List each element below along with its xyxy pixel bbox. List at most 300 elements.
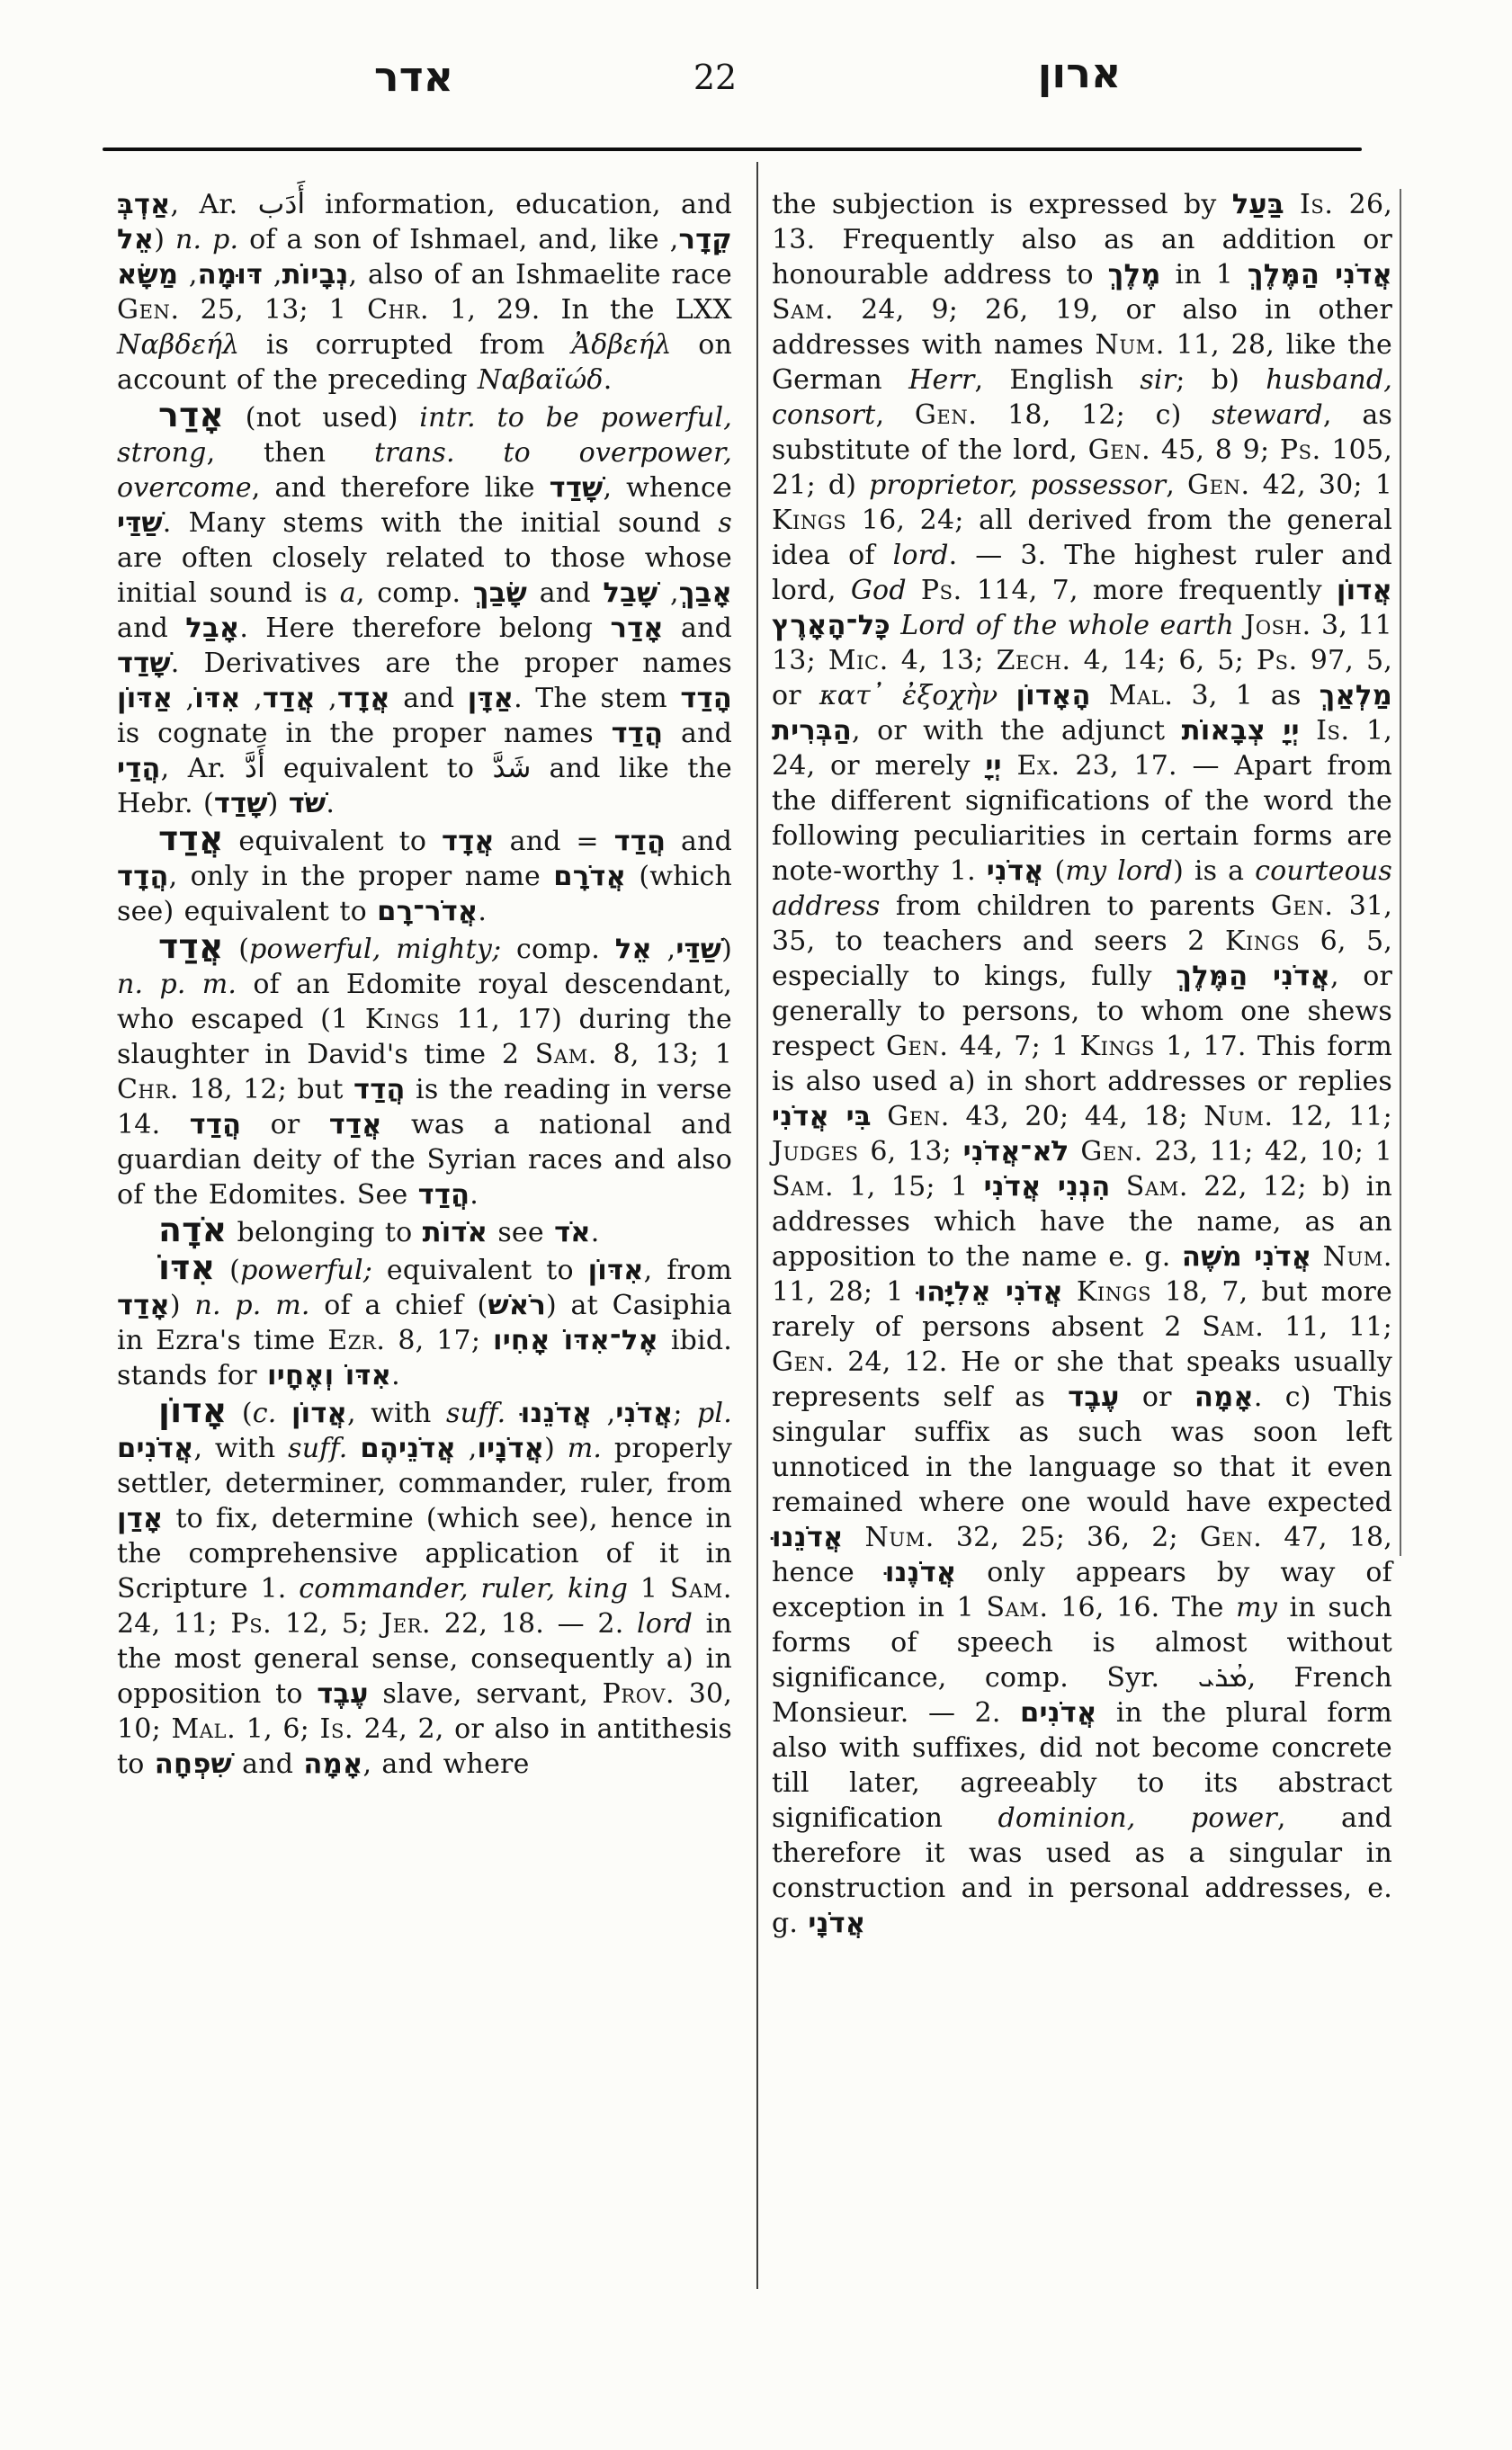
reference-text: Chr. (117, 1074, 180, 1105)
italic-text: steward (1212, 399, 1323, 431)
italic-text: n. p. (174, 224, 239, 255)
text-run: , only in the proper name (168, 861, 554, 892)
text-run: ; b) (1176, 364, 1266, 396)
text-run (348, 1433, 361, 1464)
italic-text: suff. (445, 1398, 506, 1429)
text-run: in such forms of speech is almost without significance, comp. Syr. (772, 1592, 1393, 1694)
reference-text: Is. (319, 1713, 354, 1745)
text-run: . Derivatives are the proper names (170, 648, 732, 679)
italic-text: c. (252, 1398, 277, 1429)
text-run: belonging to (227, 1217, 423, 1248)
text-run: 23, 17. — Apart from the different significations of the word the following peculiarities in certain forms are note-worthy 1. (772, 750, 1392, 887)
text-run: 16, 24; all derived from the general idea of (772, 505, 1392, 571)
greek-text: Ἀδβεήλ (571, 329, 672, 361)
italic-text: s (718, 507, 732, 539)
italic-text: lord (637, 1608, 693, 1640)
italic-text: powerful, mighty; (249, 934, 502, 965)
text-run: , (263, 259, 282, 291)
text-run: , then (206, 437, 374, 469)
text-run: 11, 28, like the German (772, 329, 1393, 396)
hebrew-text: אֲדֹנָי (808, 1908, 866, 1939)
hebrew-text: בַּעַל (1231, 189, 1284, 220)
reference-text: Is. (1316, 715, 1350, 747)
hebrew-text: אָבַל (185, 612, 240, 644)
reference-text: Mal. (1108, 680, 1174, 711)
text-run: and (663, 718, 733, 749)
text-run: 4, 14; 6, 5; (1070, 645, 1257, 676)
text-run: (which see) equivalent to (117, 861, 732, 927)
hebrew-text: אֲדוֹן (291, 1398, 347, 1429)
text-run: . Many stems with the initial sound (162, 507, 719, 539)
hebrew-text: שָׁדַד (549, 472, 604, 504)
text-run: , and therefore it was used as a singular in construction and in personal addresses, e. g. (772, 1802, 1392, 1939)
text-run: 11, 11; (1264, 1311, 1392, 1343)
hebrew-text: אָמָה (303, 1748, 363, 1780)
arabic-text: شَدَّ (492, 752, 532, 784)
text-run: , (592, 1398, 616, 1429)
text-run: to fix, determine (which see), hence in the comprehensive application of it in Scripture 1. (117, 1503, 732, 1605)
text-run: or (241, 1109, 329, 1140)
hebrew-text: אֲדֹנִי הַמֶּלֶךְ (1176, 961, 1330, 992)
reference-text: Num. (1322, 1241, 1392, 1273)
text-run: and (117, 612, 186, 644)
reference-text: Zech. (996, 645, 1071, 676)
text-run: ) (169, 1290, 195, 1321)
italic-text: dominion, power (998, 1802, 1277, 1834)
text-run (1002, 750, 1017, 782)
text-run: , with (193, 1433, 289, 1464)
text-run: 30, 10; (117, 1678, 733, 1745)
text-run: 43, 20; 44, 18; (949, 1101, 1204, 1132)
hebrew-text: שָׂבַךְ (472, 577, 528, 609)
text-run: equivalent to (223, 826, 442, 857)
hebrew-text: מַשָּׂא (117, 259, 179, 291)
hebrew-text: אִדּוֹן (587, 1255, 644, 1286)
italic-text: Herr (908, 364, 975, 396)
text-run: and (389, 683, 468, 714)
text-run: , (173, 683, 195, 714)
reference-text: Ps. (1256, 645, 1298, 676)
text-run: 24, 12. He or she that speaks usually represents self as (772, 1346, 1392, 1413)
hebrew-text: אֲדָד (336, 683, 390, 714)
reference-text: Num. (1095, 329, 1165, 361)
hebrew-text: בִּי אֲדֹנִי (772, 1101, 872, 1132)
arabic-text: أَدَب (257, 188, 306, 220)
reference-text: Gen. (887, 1101, 950, 1132)
hebrew-text: עֶבֶד (317, 1678, 369, 1710)
paragraph (117, 187, 732, 398)
hebrew-text: נְבָיוֹת (282, 259, 349, 291)
hebrew-text: אָמָה (1194, 1381, 1254, 1413)
text-run: 42, 30; 1 (1249, 469, 1392, 501)
text-run: is corrupted from (239, 329, 572, 361)
text-run: . (603, 364, 613, 396)
reference-text: Num. (1203, 1101, 1274, 1132)
hebrew-text: מַלְאַךְ הַבְּרִית (772, 680, 1392, 747)
text-run: , also of an Ishmaelite race (348, 259, 732, 291)
paragraph (117, 1212, 732, 1250)
text-run: ( (1043, 855, 1066, 887)
italic-text: pl. (697, 1398, 732, 1429)
text-run: 1, 24, or merely (772, 715, 1392, 782)
text-run: 22, 12; b) in addresses which have the name, as an apposition to the name e. g. (772, 1171, 1392, 1273)
hebrew-text: הֲדַד (353, 1074, 406, 1105)
italic-text: m. (567, 1433, 603, 1464)
hebrew-text: אֲדַד (262, 683, 316, 714)
text-run: is the reading in verse 14. (117, 1074, 732, 1140)
text-run: information, education, and (305, 189, 733, 220)
text-run (476, 402, 497, 434)
text-run (455, 437, 504, 469)
text-run: 8, 17; (385, 1325, 493, 1356)
text-run: in (1160, 259, 1216, 291)
hebrew-text: אֲדֹנִי (615, 1398, 674, 1429)
italic-text: commander, ruler, king (299, 1573, 629, 1605)
text-run: . — 3. The highest ruler and lord, (772, 540, 1392, 606)
text-run: ) (154, 224, 175, 255)
text-run: 47, 18, hence (772, 1522, 1392, 1588)
text-run (1284, 189, 1300, 220)
text-run: 16, 16. The (1048, 1592, 1237, 1623)
italic-text: Lord of the whole earth (900, 610, 1234, 641)
reference-text: Gen. (117, 294, 180, 326)
hebrew-text: שָׁבַל (603, 577, 658, 609)
text-run (1091, 680, 1109, 711)
reference-text: Ex. (1016, 750, 1060, 782)
reference-text: Gen. (885, 1031, 949, 1062)
hebrew-text: אֲדַד (328, 1109, 382, 1140)
hebrew-text: אֲדוֹן כָּל־הָאָרֶץ (772, 575, 1392, 641)
reference-text: Chr. (367, 294, 430, 326)
hebrew-text: דּוּמָה (197, 259, 264, 291)
text-run: from children to parents (880, 890, 1271, 922)
column-divider-rule (756, 162, 758, 2289)
text-run: 114, 7, more frequently (962, 575, 1337, 606)
text-run: was a national and guardian deity of the Syrian races and also of the Edomites. See (117, 1109, 732, 1211)
text-run: 18, 7, but more rarely of persons absent 2 (772, 1276, 1392, 1343)
text-run: and (663, 612, 733, 644)
text-run: of a chief ( (309, 1290, 488, 1321)
hebrew-text: אֲדֹנֶנוּ (884, 1557, 957, 1588)
text-run: 32, 25; 36, 2; (934, 1522, 1200, 1553)
text-run: and = (494, 826, 614, 857)
reference-text: Num. (864, 1522, 935, 1553)
hebrew-text: יְיָ (985, 750, 1002, 782)
hebrew-headword: אָדוֹן (158, 1390, 228, 1430)
hebrew-text: אֵל (614, 934, 652, 965)
hebrew-text: הֲדַד (417, 1179, 470, 1211)
hebrew-text: אֲדֹנִי אֵלִיָּהוּ (917, 1276, 1063, 1308)
hebrew-text: אֲדֹנֵנוּ (520, 1398, 593, 1429)
hebrew-text: אֲדֹנֵיהֶם (360, 1433, 456, 1464)
text-run: . (470, 1179, 479, 1211)
hebrew-text: הֲדַד (613, 826, 667, 857)
text-run (844, 1522, 865, 1553)
text-run: and (666, 826, 732, 857)
text-run: and (527, 577, 604, 609)
text-run: ( (215, 1255, 241, 1286)
right-column (772, 187, 1392, 1941)
reference-text: Kings (1224, 925, 1301, 957)
text-run: 11, 28; (772, 1276, 887, 1308)
hebrew-headword: אֹדָה (158, 1210, 228, 1249)
hebrew-text: אֶל־אִדּוֹ אָחִיו (493, 1325, 659, 1356)
text-run: ( (227, 1398, 253, 1429)
text-run: ). (202, 788, 336, 819)
text-run: , (1166, 469, 1187, 501)
hebrew-text: רֹאשׁ (488, 1290, 546, 1321)
italic-text: trans. (373, 437, 455, 469)
text-run: . Here therefore belong (239, 612, 611, 644)
reference-text: Sam. (534, 1039, 597, 1070)
hebrew-text: אָדַד (117, 1290, 170, 1321)
hebrew-text: אֲדֹנִים (117, 1433, 194, 1464)
text-run: on account of the preceding (117, 329, 732, 396)
hebrew-text: שָׁדַד (117, 648, 171, 679)
text-run: . (590, 1217, 600, 1248)
paragraph (117, 926, 733, 1212)
hebrew-text: הָדַד (680, 683, 732, 714)
text-run: equivalent to (264, 753, 493, 784)
text-run: , (455, 1433, 478, 1464)
text-run: 18, 12; c) (977, 399, 1212, 431)
hebrew-text: אִדּוֹ וְאֶחָיו (267, 1360, 392, 1391)
text-run: 8, 13; 1 (596, 1039, 732, 1070)
text-run: . (391, 1360, 400, 1391)
hebrew-text: עֶבֶד (1068, 1381, 1120, 1413)
arabic-text: أَدَّ (244, 752, 265, 784)
text-run: , English (974, 364, 1141, 396)
reference-text: Gen. (1187, 469, 1250, 501)
text-run: 25, 13; 1 (179, 294, 368, 326)
hebrew-text: אֲדֹנִי (986, 855, 1044, 887)
reference-text: Ps. (1279, 434, 1321, 466)
text-run: in the plural form also with suffixes, did not become concrete till later, agreeably to its abstract signification (772, 1697, 1393, 1834)
hebrew-text: אַדּוֹן (117, 683, 174, 714)
text-run (1300, 715, 1316, 747)
text-run: are often closely related to those whose initial sound is (117, 542, 732, 609)
text-run: ( (267, 788, 289, 819)
reference-text: Gen. (914, 399, 978, 431)
text-run: the subjection is expressed by (772, 189, 1232, 220)
hebrew-text: שֹׁד (288, 788, 327, 819)
text-run: 1 (628, 1573, 670, 1605)
text-run: 97, 5, or (772, 645, 1392, 711)
italic-text: my (1236, 1592, 1277, 1623)
paragraph (117, 1247, 733, 1393)
text-run: , and therefore like (251, 472, 550, 504)
text-run: see (488, 1217, 555, 1248)
text-run: , (315, 683, 337, 714)
text-run: comp. (501, 934, 615, 965)
text-run: 1, 17. This form is also used a) in short addresses or replies (772, 1031, 1392, 1097)
text-run (1069, 1136, 1081, 1167)
reference-text: Josh. (1244, 610, 1311, 641)
reference-text: Gen. (1087, 434, 1151, 466)
text-run: , (651, 934, 676, 965)
reference-text: Jer. (381, 1608, 432, 1640)
text-run: 6, 13; (858, 1136, 963, 1167)
text-run: 1 (886, 1276, 1077, 1308)
reference-text: Sam. (772, 294, 835, 326)
text-run: , as substitute of the lord, (772, 399, 1392, 466)
text-run (1311, 1241, 1322, 1273)
text-run: 1, 15; (834, 1171, 951, 1203)
hebrew-text: שַׁדַּי (675, 934, 722, 965)
text-run: , or with the adjunct (852, 715, 1182, 747)
running-head-right-keyword: ארון (1037, 49, 1122, 97)
text-run: 6, 5, especially to kings, fully (772, 925, 1392, 992)
text-run: 44, 7; 1 (948, 1031, 1080, 1062)
text-run: ) is a (1173, 855, 1256, 887)
hebrew-text: יְיָ צְבָאוֹת (1181, 715, 1300, 747)
running-head-left-keyword: אדר (373, 52, 454, 101)
syriac-text: ܡܳܪܝ (1197, 1661, 1248, 1694)
text-run (277, 1398, 291, 1429)
text-run: ) (721, 934, 733, 965)
text-run (505, 1398, 520, 1429)
reference-text: Mal. (171, 1713, 237, 1745)
text-run: equivalent to (372, 1255, 588, 1286)
reference-text: Kings (364, 1004, 441, 1035)
text-run: in the most general sense, consequently a) in opposition to (117, 1608, 732, 1710)
text-run: 1, 29. In the LXX (429, 294, 732, 326)
greek-text: κατ᾽ ἐξοχὴν (819, 680, 998, 711)
hebrew-text: אִדּוֹ (194, 683, 241, 714)
text-run: . (478, 896, 488, 927)
page-scan-edge (1400, 189, 1401, 1556)
hebrew-text: לֹא־אֲדֹנִי (962, 1136, 1069, 1167)
hebrew-text: הִנְנִי אֲדֹנִי (983, 1171, 1111, 1203)
text-run: 24, 9; 26, 19, or also in other addresses with names (772, 294, 1392, 361)
reference-text: Kings (1079, 1031, 1155, 1062)
text-run: 24, 2, or also in antithesis to (117, 1713, 733, 1780)
text-run: 3, 11 13; (772, 610, 1392, 676)
reference-text: Sam. (986, 1592, 1049, 1623)
hebrew-text: הֲדַד (189, 1109, 242, 1140)
text-run: and (231, 1748, 304, 1780)
hebrew-headword: אֲדַד (158, 818, 224, 858)
text-run: , (240, 683, 263, 714)
italic-text: powerful; (240, 1255, 373, 1286)
text-run: (not used) (224, 402, 420, 434)
hebrew-text: הֲדַי (117, 753, 161, 784)
text-run: 3, 1 as (1173, 680, 1320, 711)
hebrew-text: אֲדֹנִי מֹשֶׁה (1181, 1241, 1312, 1273)
italic-text: husband, consort (772, 364, 1392, 431)
hebrew-text: הֲדָד (117, 861, 169, 892)
paragraph (117, 1390, 733, 1782)
italic-text: proprietor, possessor (869, 469, 1167, 501)
text-run: 45, 8 9; (1150, 434, 1280, 466)
text-run: properly settler, determiner, commander, ruler, from (117, 1433, 732, 1499)
text-run: of a son of Ishmael, and, like (238, 224, 670, 255)
header-rule (103, 148, 1362, 151)
italic-text: a (339, 577, 356, 609)
hebrew-text: אָבַךְ (678, 577, 732, 609)
reference-text: Gen. (772, 1346, 835, 1378)
hebrew-text: אָדַן (117, 1503, 164, 1534)
hebrew-text: אֲדֹנִי הַמֶּלֶךְ (1247, 259, 1393, 291)
reference-text: Is. (1299, 189, 1334, 220)
text-run (907, 575, 921, 606)
text-run: only appears by way of exception in 1 (772, 1557, 1392, 1623)
hebrew-text: אֲדֹנִים (1020, 1697, 1097, 1729)
hebrew-text: אֹד (554, 1217, 591, 1248)
text-run: ) at Casiphia in Ezra's time (117, 1290, 733, 1356)
hebrew-text: אָדַר (610, 612, 664, 644)
reference-text: Judges (772, 1136, 859, 1167)
hebrew-text: הָאָדוֹן (1015, 680, 1091, 711)
text-run: , Ar. (160, 753, 245, 784)
text-run: 12, 5; (272, 1608, 382, 1640)
reference-text: Kings (1076, 1276, 1152, 1308)
italic-text: to overpower, overcome (117, 437, 732, 504)
text-run: 23, 11; 42, 10; 1 (1142, 1136, 1392, 1167)
hebrew-text: אֲדֹנֵנוּ (772, 1522, 844, 1553)
italic-text: sir (1140, 364, 1176, 396)
reference-text: Gen. (1270, 890, 1334, 922)
italic-text: n. p. m. (194, 1290, 310, 1321)
hebrew-text: שִׁפְחָה (154, 1748, 232, 1780)
text-run: 105, 21; d) (772, 434, 1392, 501)
reference-text: Ps. (230, 1608, 273, 1640)
text-run: 12, 11; (1273, 1101, 1392, 1132)
text-run: 1 (1215, 259, 1248, 291)
hebrew-headword: אִדּוֹ (158, 1247, 216, 1287)
text-run: , (875, 399, 915, 431)
reference-text: Mic. (828, 645, 889, 676)
hebrew-headword: אָדַר (158, 395, 225, 434)
hebrew-text: אֲדֹרָם (553, 861, 627, 892)
text-run: 18, 12; but (179, 1074, 354, 1105)
hebrew-text: קֵדָר (678, 224, 733, 255)
text-run: 22, 18. — 2. (431, 1608, 638, 1640)
text-run: . The stem (514, 683, 681, 714)
reference-text: Prov. (602, 1678, 675, 1710)
hebrew-text: הֲדַד (611, 718, 664, 749)
text-run: , with (347, 1398, 446, 1429)
text-run: and like the Hebr. (117, 753, 732, 819)
text-run: or (1119, 1381, 1194, 1413)
text-run (998, 680, 1015, 711)
reference-text: Ezr. (327, 1325, 386, 1356)
reference-text: Ps. (920, 575, 962, 606)
text-run: , Ar. (170, 189, 258, 220)
text-run: 26, 13. Frequently also as an addition or honourable address to (772, 189, 1392, 291)
text-run: 1 (950, 1171, 1126, 1203)
text-run: is cognate in the proper names (117, 718, 612, 749)
text-run: , (178, 259, 198, 291)
paragraph (772, 187, 1392, 1941)
paragraph (117, 395, 733, 821)
italic-text: intr. (419, 402, 476, 434)
hebrew-text: אֵל (117, 224, 155, 255)
text-run (890, 610, 900, 641)
hebrew-text: אֹדוֹת (422, 1217, 488, 1248)
text-run (1234, 610, 1244, 641)
text-run: 1, 6; (236, 1713, 320, 1745)
text-run: , (669, 224, 679, 255)
text-run: 24, 11; (117, 1608, 231, 1640)
hebrew-text: שָׁדַד (213, 788, 268, 819)
text-run: ( (223, 934, 250, 965)
greek-text: Ναβαϊώδ (477, 364, 604, 396)
reference-text: Kings (772, 505, 847, 536)
text-run: ; (673, 1398, 698, 1429)
italic-text: n. p. m. (117, 969, 237, 1000)
hebrew-text: אֲדֹנָיו (477, 1433, 545, 1464)
